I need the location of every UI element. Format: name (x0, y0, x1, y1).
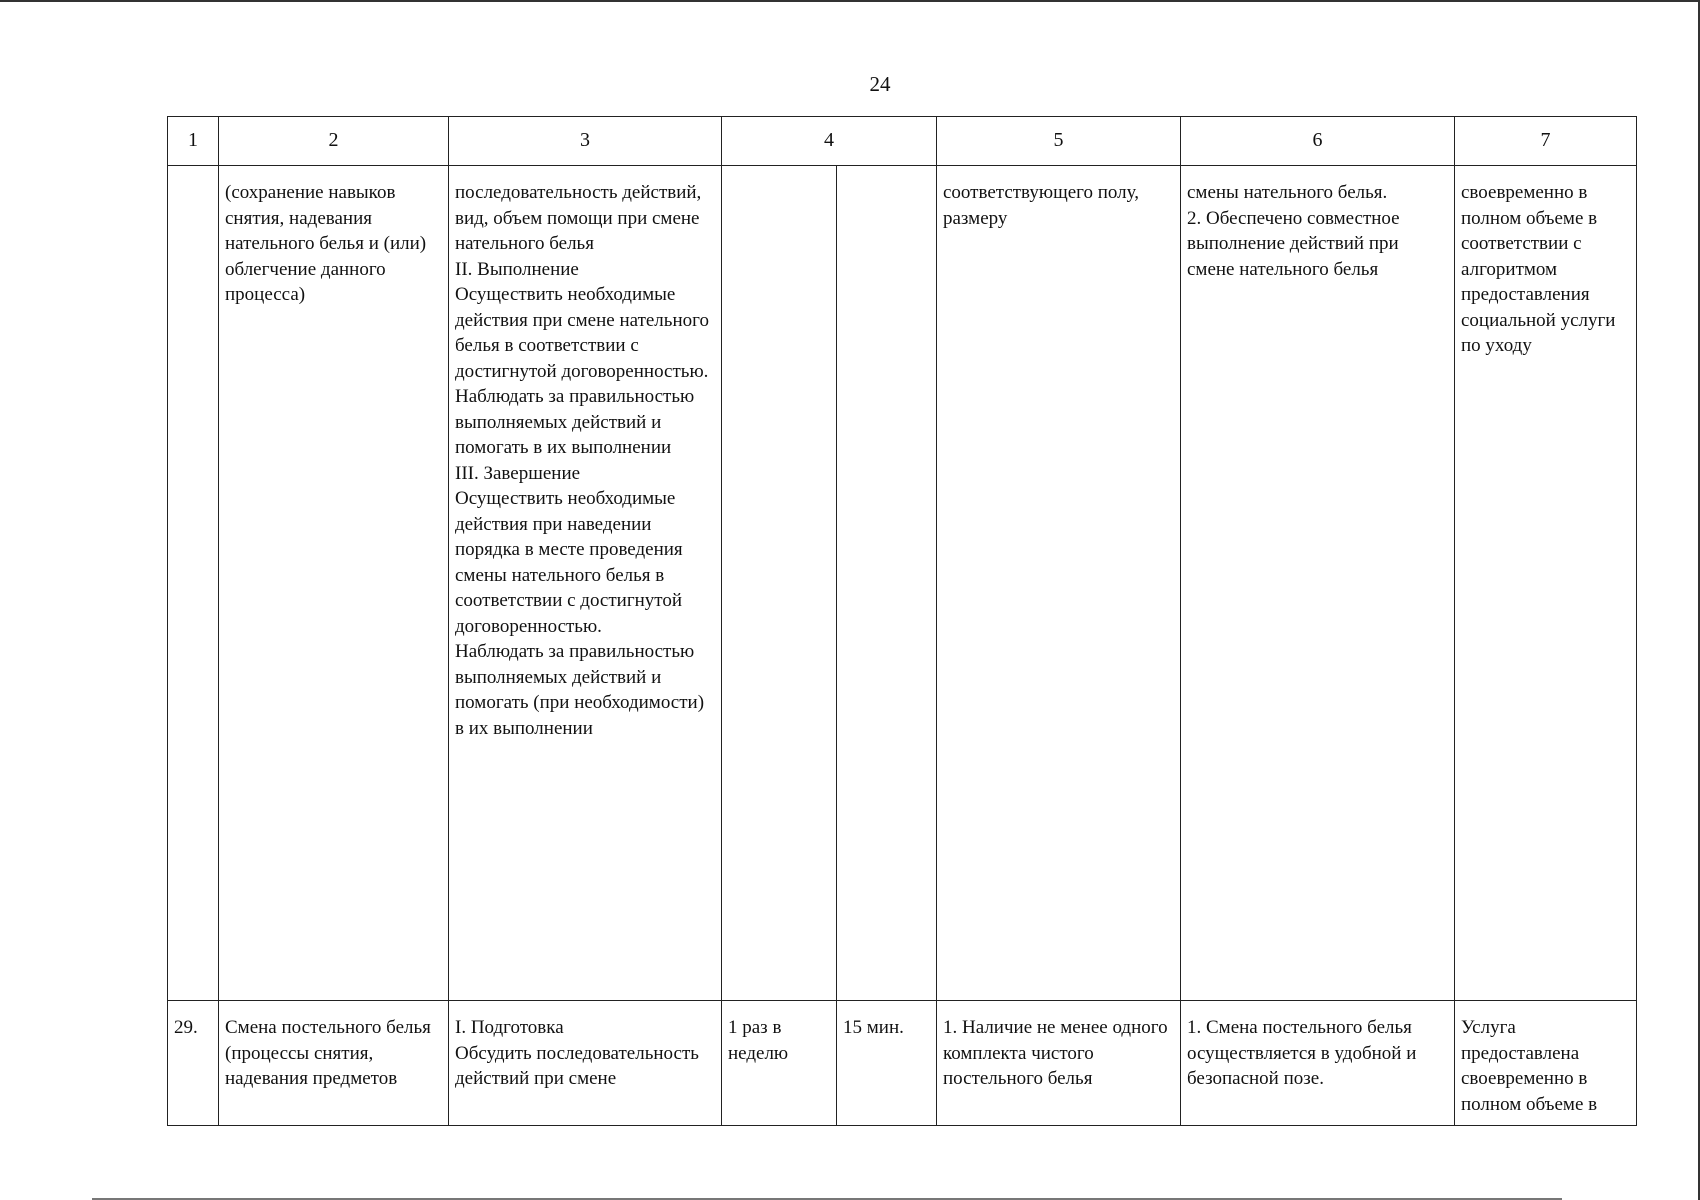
cell-frequency (722, 166, 837, 1001)
header-col-7: 7 (1455, 117, 1637, 166)
cell-service-name: Смена постельного белья (процессы снятия, надевания предметов (219, 1001, 449, 1126)
cell-steps: I. Подготовка Обсудить последовательность действий при смене (449, 1001, 722, 1126)
header-col-5: 5 (937, 117, 1181, 166)
cell-assessment: Услуга предоставлена своевременно в полном объеме в (1455, 1001, 1637, 1126)
header-col-1: 1 (168, 117, 219, 166)
cell-indicators: смены нательного белья. 2. Обеспечено совместное выполнение действий при смене нательного белья (1181, 166, 1455, 1001)
cell-indicators: 1. Смена постельного белья осуществляется в удобной и безопасной позе. (1181, 1001, 1455, 1126)
page-number: 24 (869, 72, 891, 96)
header-row (168, 117, 1637, 166)
header-col-6: 6 (1181, 117, 1455, 166)
cell-steps: последовательность действий, вид, объем помощи при смене нательного белья II. Выполнение Осуществить необходимые действия при смене нательного белья в соответствии с достигнутой договоренностью. Наблюдать за правильностью выполняемых действий и помогать в их выполнении III. Завершение Осуществить необходимые действия при наведении порядка в месте проведения смены нательного белья в соответствии с достигнутой договоренностью. Наблюдать за правильностью выполняемых действий и помогать (при необходимости) в их выполнении (449, 166, 722, 1001)
cell-frequency: 1 раз в неделю (722, 1001, 837, 1126)
header-col-2: 2 (219, 117, 449, 166)
cell-duration (837, 166, 937, 1001)
table-row (168, 1001, 1637, 1126)
table-row (168, 166, 1637, 1001)
header-col-4: 4 (722, 117, 937, 166)
header-col-3: 3 (449, 117, 722, 166)
cell-conditions: 1. Наличие не менее одного комплекта чистого постельного белья (937, 1001, 1181, 1126)
cell-assessment: своевременно в полном объеме в соответствии с алгоритмом предоставления социальной услуги по уходу (1455, 166, 1637, 1001)
scan-edge-top (0, 0, 1700, 2)
cell-conditions: соответствующего полу, размеру (937, 166, 1181, 1001)
services-table (167, 116, 1637, 1126)
cell-number (168, 166, 219, 1001)
cell-number: 29. (168, 1001, 219, 1126)
cell-service-name: (сохранение навыков снятия, надевания нательного белья и (или) облегчение данного процесса) (219, 166, 449, 1001)
cell-duration: 15 мин. (837, 1001, 937, 1126)
